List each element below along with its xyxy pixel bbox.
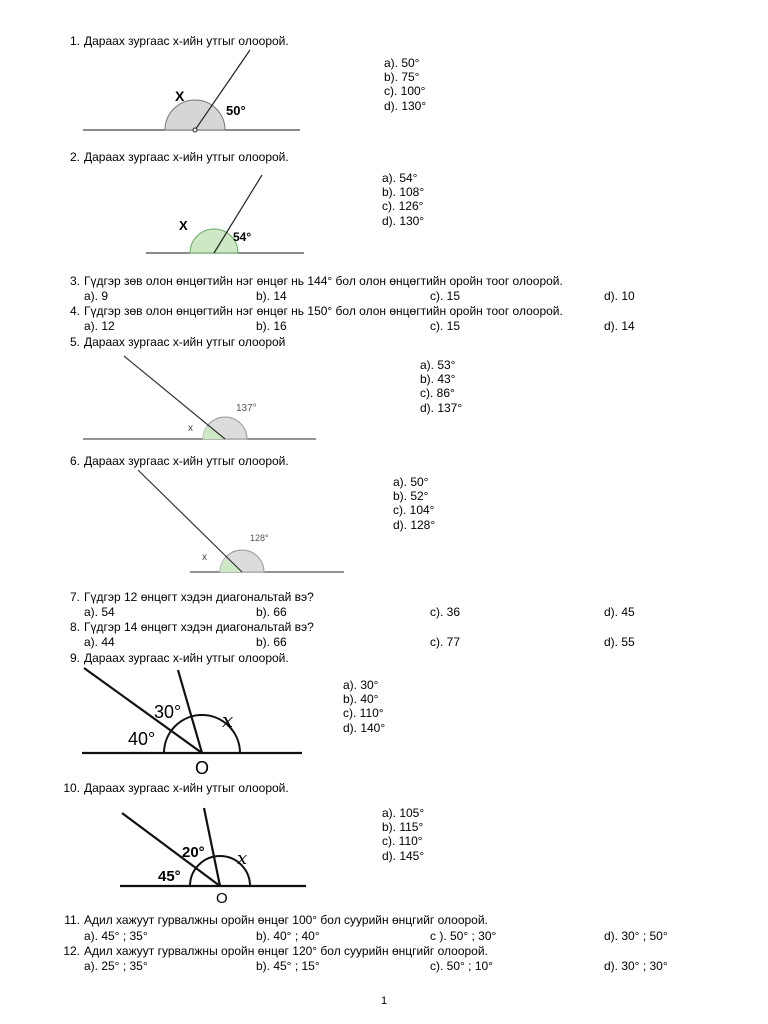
option-c[interactable]: c). 110° xyxy=(382,834,423,849)
question-number: 5. xyxy=(69,335,80,349)
angle-figure-5 xyxy=(80,352,320,442)
option-c[interactable]: c). 77 xyxy=(430,635,461,649)
option-b[interactable]: b). 108° xyxy=(382,185,425,200)
option-c[interactable]: c). 15 xyxy=(430,289,461,303)
x-label: x xyxy=(222,708,234,732)
option-a[interactable]: a). 54° xyxy=(382,171,418,185)
question-text: Дараах зургаас x-ийн утгыг олоорой. xyxy=(84,454,289,468)
angle-label: 50° xyxy=(226,103,246,118)
x-label: X xyxy=(179,218,188,233)
question-number: 6. xyxy=(69,454,80,468)
question-number: 1. xyxy=(69,34,80,48)
answer-options xyxy=(382,806,424,863)
question-number: 2. xyxy=(69,150,80,164)
answer-options xyxy=(382,171,424,228)
question-text: Адил хажуут гурвалжны оройн өнцөг 120° бол суурийн өнцгийг олоорой. xyxy=(84,944,488,958)
option-a[interactable]: a). 105° xyxy=(382,806,425,820)
angle-figure-2 xyxy=(80,172,310,256)
question-text: Гүдгэр зөв олон өнцөгтийн нэг өнцөг нь 144° бол олон өнцөгтийн оройн тоог олоорой. xyxy=(84,274,563,288)
question-text: Дараах зургаас x-ийн утгыг олоорой. xyxy=(84,651,289,665)
option-b[interactable]: b). 43° xyxy=(420,372,456,387)
answer-options xyxy=(393,475,435,532)
angle-label-a: 30° xyxy=(154,702,182,722)
option-c[interactable]: c). 100° xyxy=(384,84,426,99)
question-text: Дараах зургаас x-ийн утгыг олоорой. xyxy=(84,34,289,48)
option-d[interactable]: d). 10 xyxy=(604,289,635,303)
angle-figure-9 xyxy=(82,664,304,778)
option-d[interactable]: d). 130° xyxy=(382,213,425,228)
option-d[interactable]: d). 137° xyxy=(420,400,463,415)
option-d[interactable]: d). 30° ; 30° xyxy=(604,959,668,973)
question-number: 7. xyxy=(69,590,80,604)
origin-label: O xyxy=(195,758,210,778)
angle-label: 54° xyxy=(233,230,252,244)
option-b[interactable]: b). 52° xyxy=(393,489,429,504)
option-b[interactable]: b). 66 xyxy=(256,635,287,649)
question-number: 11. xyxy=(64,913,80,927)
angle-label-b: 45° xyxy=(158,868,181,885)
angle-figure-10 xyxy=(120,805,310,905)
option-d[interactable]: d). 130° xyxy=(384,98,427,113)
option-c[interactable]: c). 50° ; 10° xyxy=(430,959,493,973)
option-c[interactable]: c). 86° xyxy=(420,386,455,401)
answer-options xyxy=(420,358,462,415)
option-c[interactable]: c). 110° xyxy=(343,706,384,721)
question-text: Дараах зургаас x-ийн утгыг олоорой. xyxy=(84,150,289,164)
angle-label: 137° xyxy=(236,403,257,414)
question-number: 8. xyxy=(69,620,80,634)
page-number: 1 xyxy=(380,995,388,1007)
option-d[interactable]: d). 30° ; 50° xyxy=(604,929,668,943)
question-number: 4. xyxy=(69,304,80,318)
option-a[interactable]: a). 50° xyxy=(384,56,420,70)
option-c[interactable]: c). 126° xyxy=(382,199,424,214)
option-a[interactable]: a). 25° ; 35° xyxy=(84,959,148,973)
answer-options xyxy=(384,56,426,113)
x-label: X xyxy=(175,88,185,104)
angle-label-b: 40° xyxy=(128,729,156,749)
option-a[interactable]: a). 12 xyxy=(84,319,115,333)
question-number: 12. xyxy=(63,944,80,958)
option-a[interactable]: a). 53° xyxy=(420,358,456,372)
question-text: Гүдгэр зөв олон өнцөгтийн нэг өнцөг нь 150° бол олон өнцөгтийн оройн тоог олоорой. xyxy=(84,304,563,318)
question-number: 9. xyxy=(69,651,80,665)
option-b[interactable]: b). 115° xyxy=(382,820,424,835)
option-a[interactable]: a). 45° ; 35° xyxy=(84,929,148,943)
option-c[interactable]: c). 15 xyxy=(430,319,461,333)
question-number: 10. xyxy=(63,781,80,795)
question-text: Адил хажуут гурвалжны оройн өнцөг 100° бол суурийн өнцгийг олоорой. xyxy=(84,913,488,927)
option-d[interactable]: d). 140° xyxy=(343,720,386,735)
option-b[interactable]: b). 45° ; 15° xyxy=(256,959,320,973)
option-b[interactable]: b). 66 xyxy=(256,605,287,619)
option-d[interactable]: d). 145° xyxy=(382,848,425,863)
option-b[interactable]: b). 40° ; 40° xyxy=(256,929,320,943)
question-text: Дараах зургаас x-ийн утгыг олоорой xyxy=(84,335,286,349)
option-d[interactable]: d). 128° xyxy=(393,517,436,532)
option-d[interactable]: d). 14 xyxy=(604,319,635,333)
angle-figure-6 xyxy=(130,468,350,578)
question-text: Дараах зургаас x-ийн утгыг олоорой. xyxy=(84,781,289,795)
angle-label-a: 20° xyxy=(182,844,205,861)
x-label: x xyxy=(237,848,248,869)
option-d[interactable]: d). 45 xyxy=(604,605,635,619)
option-b[interactable]: b). 16 xyxy=(256,319,287,333)
option-b[interactable]: b). 75° xyxy=(384,70,420,85)
option-a[interactable]: a). 30° xyxy=(343,678,379,692)
option-a[interactable]: a). 44 xyxy=(84,635,115,649)
angle-label: 128° xyxy=(250,533,269,543)
angle-figure-1 xyxy=(80,46,310,138)
option-d[interactable]: d). 55 xyxy=(604,635,635,649)
question-number: 3. xyxy=(69,274,80,288)
question-text: Гүдгэр 12 өнцөгт хэдэн диагональтай вэ? xyxy=(84,590,314,604)
option-b[interactable]: b). 14 xyxy=(256,289,287,303)
origin-label: O xyxy=(216,890,228,907)
answer-options xyxy=(343,678,385,735)
x-label: x xyxy=(188,423,193,434)
question-text: Гүдгэр 14 өнцөгт хэдэн диагональтай вэ? xyxy=(84,620,314,634)
option-b[interactable]: b). 40° xyxy=(343,692,379,707)
x-label: x xyxy=(202,552,207,563)
option-a[interactable]: a). 54 xyxy=(84,605,115,619)
option-a[interactable]: a). 9 xyxy=(84,289,109,303)
option-c[interactable]: c). 36 xyxy=(430,605,461,619)
option-a[interactable]: a). 50° xyxy=(393,475,429,489)
option-c[interactable]: c). 104° xyxy=(393,503,435,518)
option-c[interactable]: c ). 50° ; 30° xyxy=(430,929,497,943)
